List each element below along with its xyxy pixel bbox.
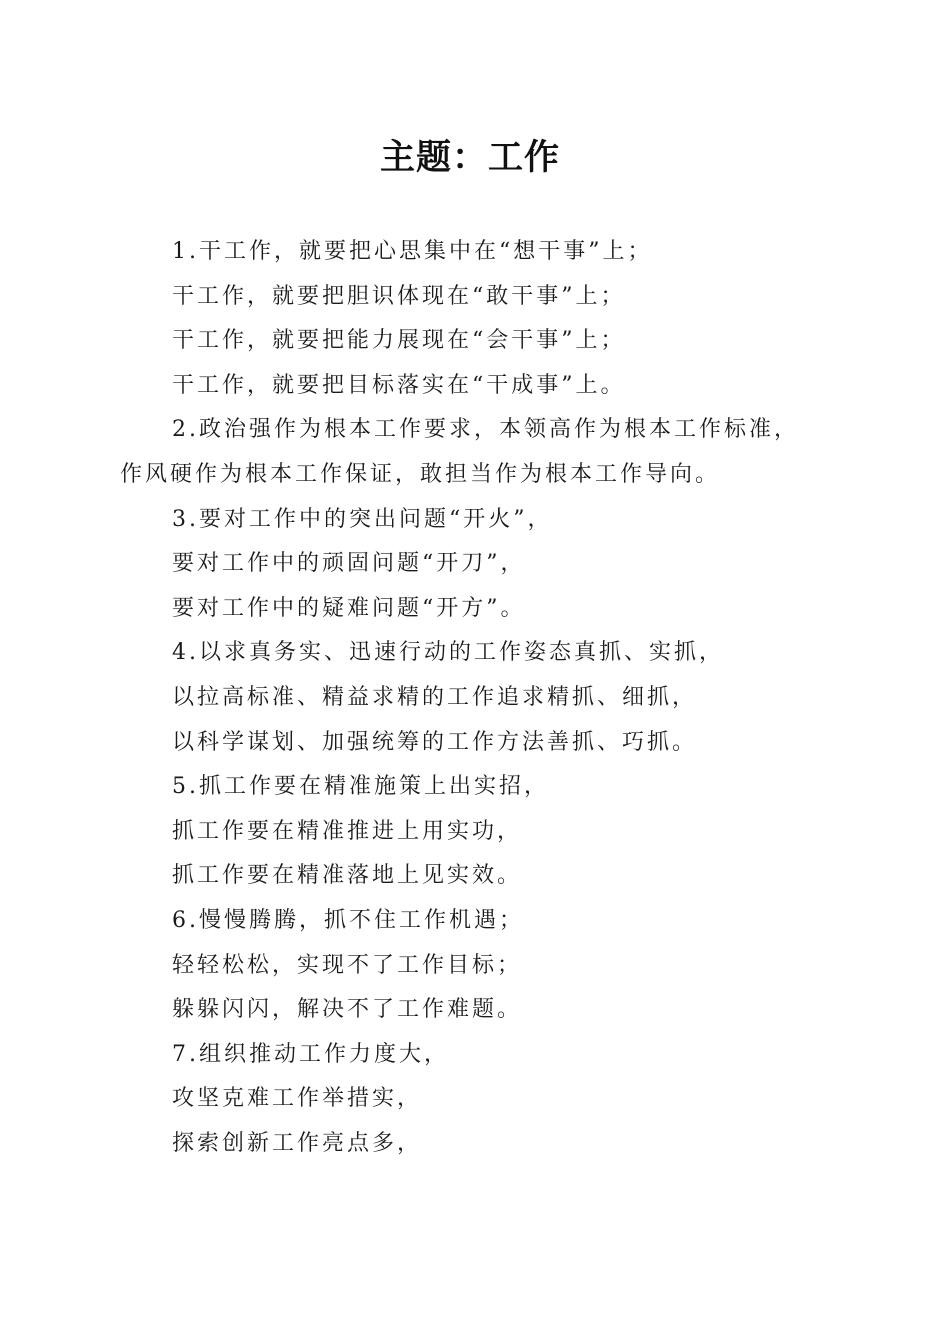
document-body [120,230,820,1166]
text-line: 干工作，就要把目标落实在“干成事”上。 [172,372,626,398]
text-line: 4.以求真务实、迅速行动的工作姿态真抓、实抓， [172,640,724,666]
text-line: 以拉高标准、精益求精的工作追求精抓、细抓， [172,684,698,710]
text-line: 以科学谋划、加强统筹的工作方法善抓、巧抓。 [172,729,698,755]
text-line: 探索创新工作亮点多， [172,1130,423,1156]
text-line: 抓工作要在精准落地上见实效。 [172,863,523,889]
text-line: 3.要对工作中的突出问题“开火”， [172,506,553,532]
text-line: 抓工作要在精准推进上用实功， [172,818,523,844]
text-line: 6.慢慢腾腾，抓不住工作机遇； [172,907,524,933]
text-line: 干工作，就要把能力展现在“会干事”上； [172,328,626,354]
text-line: 干工作，就要把胆识体现在“敢干事”上； [172,283,626,309]
text-line: 2.政治强作为根本工作要求，本领高作为根本工作标准， [172,417,799,443]
text-line: 要对工作中的疑难问题“开方”。 [172,595,526,621]
text-line: 要对工作中的顽固问题“开刀”， [172,551,526,577]
text-line: 1.干工作，就要把心思集中在“想干事”上； [172,239,653,264]
document-title: 主题：工作 [379,137,560,178]
text-line: 7.组织推动工作力度大， [172,1041,449,1067]
text-line: 攻坚克难工作举措实， [172,1086,423,1112]
text-line: 躲躲闪闪，解决不了工作难题。 [172,997,523,1023]
text-line: 作风硬作为根本工作保证，敢担当作为根本工作导向。 [120,461,721,487]
text-line: 5.抓工作要在精准施策上出实招， [172,774,549,800]
text-line: 轻轻松松，实现不了工作目标； [172,952,523,978]
